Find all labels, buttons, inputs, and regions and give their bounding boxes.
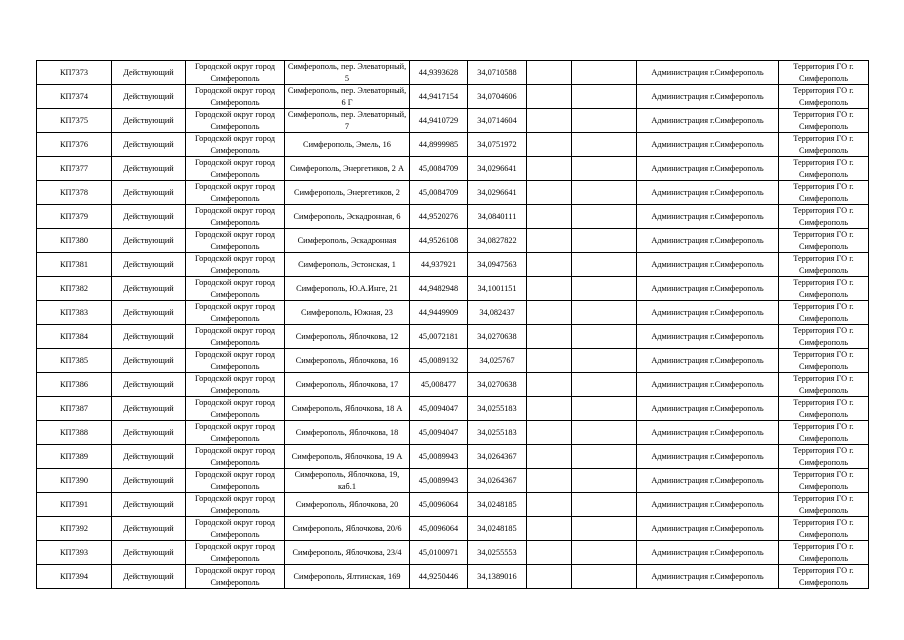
- cell-status: Действующий: [112, 373, 186, 397]
- cell-code: КП7383: [37, 301, 112, 325]
- cell-latitude: 44,9250446: [410, 565, 468, 589]
- cell-territory: Территория ГО г. Симферополь: [779, 85, 869, 109]
- cell-code: КП7391: [37, 493, 112, 517]
- cell-code: КП7387: [37, 397, 112, 421]
- cell-latitude: 44,9526108: [410, 229, 468, 253]
- cell-territory: Территория ГО г. Симферополь: [779, 133, 869, 157]
- table-row: [37, 301, 869, 325]
- registry-table: [36, 60, 869, 589]
- cell-status: Действующий: [112, 181, 186, 205]
- cell-address: Симферополь, Эстонская, 1: [285, 253, 410, 277]
- cell-empty: [527, 325, 572, 349]
- cell-longitude: 34,0947563: [468, 253, 527, 277]
- table-row: [37, 229, 869, 253]
- cell-address: Симферополь, Яблочкова, 18: [285, 421, 410, 445]
- cell-code: КП7382: [37, 277, 112, 301]
- cell-latitude: 44,9393628: [410, 61, 468, 85]
- cell-district: Городской округ город Симферополь: [186, 469, 285, 493]
- cell-empty: [572, 565, 637, 589]
- cell-address: Симферополь, Южная, 23: [285, 301, 410, 325]
- cell-address: Симферополь, Яблочкова, 20: [285, 493, 410, 517]
- cell-address: Симферополь, Яблочкова, 19, каб.1: [285, 469, 410, 493]
- cell-latitude: 45,0084709: [410, 181, 468, 205]
- table-row: [37, 133, 869, 157]
- cell-district: Городской округ город Симферополь: [186, 133, 285, 157]
- cell-empty: [572, 205, 637, 229]
- cell-code: КП7381: [37, 253, 112, 277]
- cell-owner: Администрация г.Симферополь: [637, 133, 779, 157]
- cell-status: Действующий: [112, 445, 186, 469]
- cell-longitude: 34,0751972: [468, 133, 527, 157]
- cell-empty: [572, 229, 637, 253]
- cell-empty: [572, 61, 637, 85]
- cell-address: Симферополь, пер. Элеваторный, 5: [285, 61, 410, 85]
- cell-code: КП7379: [37, 205, 112, 229]
- cell-address: Симферополь, пер. Элеваторный, 6 Г: [285, 85, 410, 109]
- cell-code: КП7393: [37, 541, 112, 565]
- table-row: [37, 349, 869, 373]
- cell-territory: Территория ГО г. Симферополь: [779, 277, 869, 301]
- cell-district: Городской округ город Симферополь: [186, 157, 285, 181]
- cell-empty: [527, 469, 572, 493]
- cell-owner: Администрация г.Симферополь: [637, 301, 779, 325]
- cell-empty: [527, 397, 572, 421]
- cell-latitude: 44,937921: [410, 253, 468, 277]
- cell-owner: Администрация г.Симферополь: [637, 253, 779, 277]
- table-row: [37, 445, 869, 469]
- table-row: [37, 373, 869, 397]
- cell-territory: Территория ГО г. Симферополь: [779, 445, 869, 469]
- cell-latitude: 45,0089943: [410, 469, 468, 493]
- cell-address: Симферополь, пер. Элеваторный, 7: [285, 109, 410, 133]
- cell-longitude: 34,0248185: [468, 517, 527, 541]
- cell-latitude: 45,008477: [410, 373, 468, 397]
- cell-territory: Территория ГО г. Симферополь: [779, 397, 869, 421]
- cell-owner: Администрация г.Симферополь: [637, 469, 779, 493]
- cell-empty: [572, 133, 637, 157]
- cell-longitude: 34,025767: [468, 349, 527, 373]
- table-row: [37, 469, 869, 493]
- cell-territory: Территория ГО г. Симферополь: [779, 565, 869, 589]
- cell-territory: Территория ГО г. Симферополь: [779, 325, 869, 349]
- cell-empty: [572, 349, 637, 373]
- cell-code: КП7394: [37, 565, 112, 589]
- cell-empty: [572, 181, 637, 205]
- cell-status: Действующий: [112, 469, 186, 493]
- cell-territory: Территория ГО г. Симферополь: [779, 205, 869, 229]
- cell-territory: Территория ГО г. Симферополь: [779, 421, 869, 445]
- table-row: [37, 517, 869, 541]
- cell-address: Симферополь, Яблочкова, 18 А: [285, 397, 410, 421]
- cell-empty: [572, 493, 637, 517]
- cell-territory: Территория ГО г. Симферополь: [779, 61, 869, 85]
- cell-territory: Территория ГО г. Симферополь: [779, 373, 869, 397]
- cell-district: Городской округ город Симферополь: [186, 373, 285, 397]
- cell-status: Действующий: [112, 421, 186, 445]
- cell-district: Городской округ город Симферополь: [186, 277, 285, 301]
- cell-empty: [527, 421, 572, 445]
- cell-longitude: 34,0264367: [468, 445, 527, 469]
- cell-owner: Администрация г.Симферополь: [637, 541, 779, 565]
- cell-district: Городской округ город Симферополь: [186, 493, 285, 517]
- cell-empty: [572, 469, 637, 493]
- cell-latitude: 44,9410729: [410, 109, 468, 133]
- cell-code: КП7375: [37, 109, 112, 133]
- cell-address: Симферополь, Энергетиков, 2 А: [285, 157, 410, 181]
- cell-empty: [572, 325, 637, 349]
- cell-territory: Территория ГО г. Симферополь: [779, 301, 869, 325]
- cell-district: Городской округ город Симферополь: [186, 517, 285, 541]
- cell-longitude: 34,0255183: [468, 421, 527, 445]
- cell-status: Действующий: [112, 157, 186, 181]
- cell-owner: Администрация г.Симферополь: [637, 493, 779, 517]
- cell-empty: [527, 349, 572, 373]
- cell-territory: Территория ГО г. Симферополь: [779, 229, 869, 253]
- cell-code: КП7384: [37, 325, 112, 349]
- cell-address: Симферополь, Яблочкова, 12: [285, 325, 410, 349]
- cell-code: КП7373: [37, 61, 112, 85]
- cell-district: Городской округ город Симферополь: [186, 229, 285, 253]
- cell-latitude: 45,0089943: [410, 445, 468, 469]
- cell-status: Действующий: [112, 397, 186, 421]
- cell-longitude: 34,0255553: [468, 541, 527, 565]
- cell-territory: Территория ГО г. Симферополь: [779, 349, 869, 373]
- cell-status: Действующий: [112, 205, 186, 229]
- cell-owner: Администрация г.Симферополь: [637, 157, 779, 181]
- cell-latitude: 44,9449909: [410, 301, 468, 325]
- cell-status: Действующий: [112, 85, 186, 109]
- cell-empty: [572, 157, 637, 181]
- cell-territory: Территория ГО г. Симферополь: [779, 157, 869, 181]
- cell-address: Симферополь, Эскадронная: [285, 229, 410, 253]
- cell-empty: [527, 157, 572, 181]
- cell-district: Городской округ город Симферополь: [186, 109, 285, 133]
- cell-status: Действующий: [112, 517, 186, 541]
- cell-empty: [527, 517, 572, 541]
- cell-territory: Территория ГО г. Симферополь: [779, 469, 869, 493]
- cell-district: Городской округ город Симферополь: [186, 541, 285, 565]
- cell-status: Действующий: [112, 277, 186, 301]
- cell-owner: Администрация г.Симферополь: [637, 421, 779, 445]
- cell-district: Городской округ город Симферополь: [186, 61, 285, 85]
- cell-owner: Администрация г.Симферополь: [637, 565, 779, 589]
- cell-longitude: 34,082437: [468, 301, 527, 325]
- cell-code: КП7392: [37, 517, 112, 541]
- cell-latitude: 45,0072181: [410, 325, 468, 349]
- table-row: [37, 85, 869, 109]
- cell-district: Городской округ город Симферополь: [186, 565, 285, 589]
- cell-address: Симферополь, Яблочкова, 17: [285, 373, 410, 397]
- cell-territory: Территория ГО г. Симферополь: [779, 109, 869, 133]
- cell-empty: [527, 565, 572, 589]
- cell-latitude: 45,0100971: [410, 541, 468, 565]
- cell-code: КП7388: [37, 421, 112, 445]
- cell-status: Действующий: [112, 109, 186, 133]
- table-row: [37, 325, 869, 349]
- table-row: [37, 61, 869, 85]
- cell-empty: [572, 445, 637, 469]
- cell-empty: [527, 373, 572, 397]
- table-row: [37, 253, 869, 277]
- cell-owner: Администрация г.Симферополь: [637, 205, 779, 229]
- cell-latitude: 45,0089132: [410, 349, 468, 373]
- cell-empty: [527, 205, 572, 229]
- cell-owner: Администрация г.Симферополь: [637, 61, 779, 85]
- table-row: [37, 181, 869, 205]
- cell-status: Действующий: [112, 565, 186, 589]
- cell-empty: [527, 61, 572, 85]
- cell-district: Городской округ город Симферополь: [186, 325, 285, 349]
- cell-address: Симферополь, Эскадронная, 6: [285, 205, 410, 229]
- cell-code: КП7374: [37, 85, 112, 109]
- table-row: [37, 421, 869, 445]
- cell-empty: [527, 541, 572, 565]
- cell-address: Симферополь, Яблочкова, 20/6: [285, 517, 410, 541]
- cell-empty: [572, 277, 637, 301]
- cell-district: Городской округ город Симферополь: [186, 301, 285, 325]
- cell-code: КП7389: [37, 445, 112, 469]
- cell-latitude: 45,0094047: [410, 397, 468, 421]
- cell-empty: [572, 109, 637, 133]
- cell-longitude: 34,0270638: [468, 373, 527, 397]
- table-row: [37, 493, 869, 517]
- table-row: [37, 397, 869, 421]
- cell-address: Симферополь, Яблочкова, 16: [285, 349, 410, 373]
- table-row: [37, 565, 869, 589]
- cell-territory: Территория ГО г. Симферополь: [779, 517, 869, 541]
- cell-district: Городской округ город Симферополь: [186, 253, 285, 277]
- table-row: [37, 205, 869, 229]
- cell-status: Действующий: [112, 325, 186, 349]
- cell-longitude: 34,0248185: [468, 493, 527, 517]
- cell-latitude: 45,0094047: [410, 421, 468, 445]
- cell-owner: Администрация г.Симферополь: [637, 85, 779, 109]
- cell-longitude: 34,0296641: [468, 181, 527, 205]
- cell-empty: [527, 85, 572, 109]
- cell-code: КП7390: [37, 469, 112, 493]
- cell-code: КП7376: [37, 133, 112, 157]
- cell-code: КП7386: [37, 373, 112, 397]
- cell-owner: Администрация г.Симферополь: [637, 445, 779, 469]
- cell-latitude: 44,9520276: [410, 205, 468, 229]
- cell-latitude: 44,9482948: [410, 277, 468, 301]
- table-row: [37, 157, 869, 181]
- document-page: [36, 60, 869, 589]
- table-row: [37, 277, 869, 301]
- cell-latitude: 45,0084709: [410, 157, 468, 181]
- cell-empty: [527, 133, 572, 157]
- cell-territory: Территория ГО г. Симферополь: [779, 253, 869, 277]
- cell-district: Городской округ город Симферополь: [186, 445, 285, 469]
- cell-status: Действующий: [112, 229, 186, 253]
- cell-empty: [572, 301, 637, 325]
- cell-empty: [572, 541, 637, 565]
- cell-code: КП7378: [37, 181, 112, 205]
- cell-empty: [527, 229, 572, 253]
- registry-table-body: [37, 61, 869, 589]
- cell-district: Городской округ город Симферополь: [186, 421, 285, 445]
- cell-address: Симферополь, Ялтинская, 169: [285, 565, 410, 589]
- cell-status: Действующий: [112, 541, 186, 565]
- cell-longitude: 34,0710588: [468, 61, 527, 85]
- cell-empty: [527, 109, 572, 133]
- cell-code: КП7385: [37, 349, 112, 373]
- cell-latitude: 45,0096064: [410, 517, 468, 541]
- cell-address: Симферополь, Энергетиков, 2: [285, 181, 410, 205]
- cell-empty: [572, 517, 637, 541]
- cell-code: КП7380: [37, 229, 112, 253]
- cell-territory: Территория ГО г. Симферополь: [779, 541, 869, 565]
- cell-district: Городской округ город Симферополь: [186, 397, 285, 421]
- cell-empty: [572, 421, 637, 445]
- cell-address: Симферополь, Ю.А.Инге, 21: [285, 277, 410, 301]
- cell-longitude: 34,1001151: [468, 277, 527, 301]
- cell-district: Городской округ город Симферополь: [186, 205, 285, 229]
- table-row: [37, 541, 869, 565]
- cell-latitude: 44,8999985: [410, 133, 468, 157]
- cell-code: КП7377: [37, 157, 112, 181]
- cell-district: Городской округ город Симферополь: [186, 85, 285, 109]
- cell-empty: [527, 277, 572, 301]
- cell-longitude: 34,0714604: [468, 109, 527, 133]
- cell-longitude: 34,0840111: [468, 205, 527, 229]
- cell-owner: Администрация г.Симферополь: [637, 397, 779, 421]
- cell-empty: [572, 85, 637, 109]
- cell-owner: Администрация г.Симферополь: [637, 373, 779, 397]
- cell-owner: Администрация г.Симферополь: [637, 109, 779, 133]
- cell-empty: [527, 181, 572, 205]
- cell-owner: Администрация г.Симферополь: [637, 229, 779, 253]
- cell-latitude: 45,0096064: [410, 493, 468, 517]
- cell-empty: [527, 445, 572, 469]
- cell-address: Симферополь, Яблочкова, 19 А: [285, 445, 410, 469]
- cell-status: Действующий: [112, 493, 186, 517]
- cell-longitude: 34,0255183: [468, 397, 527, 421]
- cell-longitude: 34,0704606: [468, 85, 527, 109]
- cell-owner: Администрация г.Симферополь: [637, 277, 779, 301]
- cell-district: Городской округ город Симферополь: [186, 349, 285, 373]
- cell-empty: [527, 301, 572, 325]
- cell-status: Действующий: [112, 301, 186, 325]
- cell-owner: Администрация г.Симферополь: [637, 349, 779, 373]
- cell-owner: Администрация г.Симферополь: [637, 325, 779, 349]
- cell-status: Действующий: [112, 253, 186, 277]
- cell-territory: Территория ГО г. Симферополь: [779, 181, 869, 205]
- cell-address: Симферополь, Яблочкова, 23/4: [285, 541, 410, 565]
- cell-longitude: 34,0264367: [468, 469, 527, 493]
- cell-latitude: 44,9417154: [410, 85, 468, 109]
- cell-owner: Администрация г.Симферополь: [637, 181, 779, 205]
- cell-owner: Администрация г.Симферополь: [637, 517, 779, 541]
- cell-empty: [527, 253, 572, 277]
- cell-longitude: 34,0827822: [468, 229, 527, 253]
- cell-empty: [572, 397, 637, 421]
- cell-empty: [527, 493, 572, 517]
- cell-territory: Территория ГО г. Симферополь: [779, 493, 869, 517]
- cell-status: Действующий: [112, 349, 186, 373]
- cell-longitude: 34,0270638: [468, 325, 527, 349]
- table-row: [37, 109, 869, 133]
- cell-longitude: 34,0296641: [468, 157, 527, 181]
- cell-status: Действующий: [112, 133, 186, 157]
- cell-empty: [572, 253, 637, 277]
- cell-empty: [572, 373, 637, 397]
- cell-status: Действующий: [112, 61, 186, 85]
- cell-address: Симферополь, Эмель, 16: [285, 133, 410, 157]
- cell-district: Городской округ город Симферополь: [186, 181, 285, 205]
- cell-longitude: 34,1389016: [468, 565, 527, 589]
